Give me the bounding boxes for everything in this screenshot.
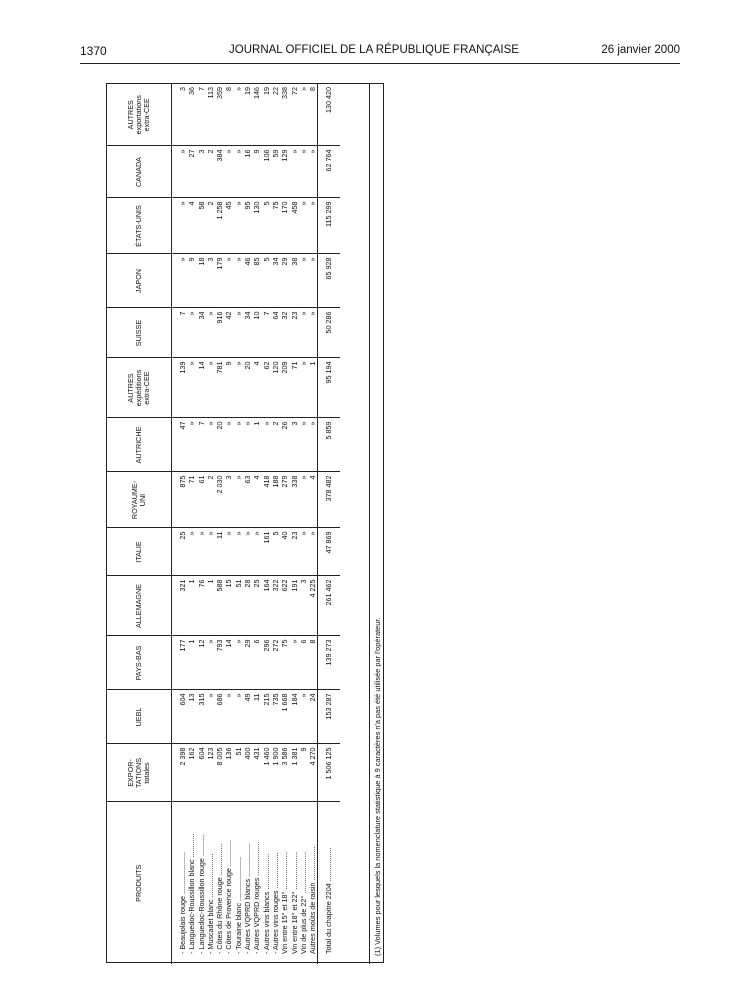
table-cell: 85 xyxy=(252,254,261,308)
table-cell: 130 xyxy=(252,198,261,254)
table-cell: » xyxy=(234,254,243,308)
table-cell: 3 xyxy=(299,576,308,636)
footnote: (1) Volumes pour lesquels la nomenclature statistique à 9 caractères n'a pas été utilisée par l'opérateur. xyxy=(369,84,385,964)
product-name: - Languedoc-Roussillon rouge ........... xyxy=(196,834,206,954)
table-cell: 1 258 xyxy=(215,198,224,254)
total-cell: 1 506 125 xyxy=(318,744,341,802)
table-cell: 19 xyxy=(262,84,271,146)
table-cell: » xyxy=(290,636,299,690)
table-cell: » xyxy=(299,472,308,528)
table-cell: 1 xyxy=(308,358,318,418)
table-cell: 19 xyxy=(243,84,252,146)
table-row xyxy=(262,84,271,964)
table-row xyxy=(290,84,299,964)
table-cell: 359 xyxy=(215,84,224,146)
table-cell: 161 xyxy=(262,528,271,576)
table-cell: 27 xyxy=(187,146,196,198)
table-cell: 11 xyxy=(252,690,261,744)
total-cell: 5 859 xyxy=(318,418,341,472)
table-cell: 71 xyxy=(290,358,299,418)
product-name: - Côtes de Provence rouge ............. xyxy=(224,840,234,954)
table-cell: 24 xyxy=(308,690,318,744)
table-cell: » xyxy=(187,528,196,576)
product-name: - Muscadet blanc ...................... xyxy=(205,853,215,954)
table-cell: 418 xyxy=(262,472,271,528)
table-cell: 15 xyxy=(224,576,233,636)
table-cell: » xyxy=(224,254,233,308)
table-cell: 4 225 xyxy=(308,576,318,636)
table-cell: 338 xyxy=(280,84,289,146)
table-cell: » xyxy=(234,146,243,198)
table-body xyxy=(172,84,341,964)
table-cell: 14 xyxy=(197,358,206,418)
table-row xyxy=(206,84,215,964)
table-row xyxy=(243,84,252,964)
table-cell: 75 xyxy=(271,198,280,254)
table-cell: 34 xyxy=(271,254,280,308)
table-cell: 1 900 xyxy=(271,744,280,802)
table-cell: » xyxy=(299,308,308,358)
table-cell: 59 xyxy=(271,146,280,198)
table-cell: 1 668 xyxy=(280,690,289,744)
total-cell: 139 273 xyxy=(318,636,341,690)
table-cell: » xyxy=(206,690,215,744)
table-cell: 22 xyxy=(271,84,280,146)
table-cell: 3 xyxy=(224,472,233,528)
table-cell: 20 xyxy=(243,358,252,418)
table-cell: 5 xyxy=(271,528,280,576)
table-cell: » xyxy=(234,636,243,690)
column-header: AUTRES exportations extra-CEE xyxy=(107,84,172,146)
table-cell: 2 xyxy=(206,146,215,198)
table-cell: 1 xyxy=(187,636,196,690)
table-cell: 916 xyxy=(215,308,224,358)
product-name: - Côtes du Rhône rouge ................ xyxy=(215,843,225,954)
table-cell: 279 xyxy=(280,472,289,528)
table-cell: » xyxy=(234,690,243,744)
column-header: AUTRES expéditions extra-CEE xyxy=(107,358,172,418)
table-cell: 5 xyxy=(262,254,271,308)
table-cell: 28 xyxy=(243,576,252,636)
table-cell: 32 xyxy=(280,308,289,358)
table-cell: 7 xyxy=(178,308,187,358)
wine-export-table xyxy=(107,84,340,964)
table-cell: 2 xyxy=(206,198,215,254)
table-cell: » xyxy=(234,418,243,472)
table-cell: 8 xyxy=(224,84,233,146)
total-cell: 378 482 xyxy=(318,472,341,528)
table-cell: 9 xyxy=(224,358,233,418)
table-cell: 34 xyxy=(243,308,252,358)
table-cell: 781 xyxy=(215,358,224,418)
table-cell: » xyxy=(299,146,308,198)
table-cell: 3 586 xyxy=(280,744,289,802)
journal-title: JOURNAL OFFICIEL DE LA RÉPUBLIQUE FRANÇAISE xyxy=(229,44,519,56)
table-row xyxy=(224,84,233,964)
table-row xyxy=(215,84,224,964)
table-header-row xyxy=(107,84,172,964)
table-cell: 2 xyxy=(271,418,280,472)
table-frame xyxy=(106,83,384,963)
table-row xyxy=(271,84,280,964)
table-cell: 25 xyxy=(252,576,261,636)
table-cell: 3 xyxy=(197,146,206,198)
table-cell: 170 xyxy=(280,198,289,254)
column-header: EXPOR- TATIONS totales xyxy=(107,744,172,802)
product-name: - Touraine blanc ...................... xyxy=(233,857,243,954)
product-name: - Autres vins rouges .................. xyxy=(270,852,280,954)
table-cell: 9 xyxy=(299,744,308,802)
table-cell: » xyxy=(308,528,318,576)
table-cell: 321 xyxy=(178,576,187,636)
table-cell: 6 xyxy=(252,636,261,690)
table-cell: 129 xyxy=(280,146,289,198)
table-cell: » xyxy=(299,254,308,308)
column-header: SUISSE xyxy=(107,308,172,358)
table-cell: 3 xyxy=(178,84,187,146)
table-cell: 4 xyxy=(187,198,196,254)
table-cell: » xyxy=(187,418,196,472)
table-cell: 1 xyxy=(252,418,261,472)
table-cell: » xyxy=(206,308,215,358)
table-cell: 20 xyxy=(215,418,224,472)
table-cell: 139 xyxy=(178,358,187,418)
column-header: AUTRICHE xyxy=(107,418,172,472)
table-cell: 11 xyxy=(215,528,224,576)
table-cell: 8 xyxy=(308,84,318,146)
table-cell: » xyxy=(206,528,215,576)
table-cell: » xyxy=(262,418,271,472)
table-cell: 1 xyxy=(206,576,215,636)
total-row xyxy=(318,84,341,964)
table-cell: 400 xyxy=(243,744,252,802)
table-cell: 23 xyxy=(290,308,299,358)
table-cell: 179 xyxy=(215,254,224,308)
table-cell: 136 xyxy=(224,744,233,802)
product-name: - Autres vins blancs .................. xyxy=(261,853,271,954)
table-cell: » xyxy=(206,418,215,472)
table-row xyxy=(280,84,289,964)
table-cell: 338 xyxy=(290,472,299,528)
table-cell: 49 xyxy=(243,690,252,744)
table-cell: 12 xyxy=(197,636,206,690)
table-cell: » xyxy=(206,636,215,690)
table-cell: 458 xyxy=(290,198,299,254)
table-cell: 184 xyxy=(290,690,299,744)
table-cell: » xyxy=(224,690,233,744)
table-cell: 40 xyxy=(280,528,289,576)
table-cell: 1 xyxy=(187,576,196,636)
column-header: PAYS-BAS xyxy=(107,636,172,690)
table-cell: » xyxy=(252,528,261,576)
table-row xyxy=(299,84,308,964)
rotated-table-area xyxy=(107,84,385,964)
table-cell: 8 005 xyxy=(215,744,224,802)
column-header: UEBL xyxy=(107,690,172,744)
table-cell: » xyxy=(308,198,318,254)
table-cell: 793 xyxy=(215,636,224,690)
table-cell: 2 030 xyxy=(215,472,224,528)
table-cell: 1 381 xyxy=(290,744,299,802)
total-cell: 130 420 xyxy=(318,84,341,146)
table-cell: » xyxy=(299,690,308,744)
total-cell: 115 299 xyxy=(318,198,341,254)
table-cell: » xyxy=(178,146,187,198)
table-cell: » xyxy=(299,198,308,254)
table-cell: 209 xyxy=(280,358,289,418)
table-cell: 25 xyxy=(178,528,187,576)
table-cell: 16 xyxy=(243,146,252,198)
table-cell: 42 xyxy=(224,308,233,358)
table-cell: 1 460 xyxy=(262,744,271,802)
table-cell: 384 xyxy=(215,146,224,198)
total-cell: 62 764 xyxy=(318,146,341,198)
table-cell: » xyxy=(234,472,243,528)
column-header: ITALIE xyxy=(107,528,172,576)
table-cell: 315 xyxy=(197,690,206,744)
table-cell: 588 xyxy=(215,576,224,636)
table-cell: 188 xyxy=(271,472,280,528)
total-cell: 95 194 xyxy=(318,358,341,418)
table-cell: 622 xyxy=(280,576,289,636)
table-cell: 4 xyxy=(252,358,261,418)
table-cell: » xyxy=(299,418,308,472)
table-cell: 6 xyxy=(299,636,308,690)
table-cell: 215 xyxy=(262,690,271,744)
table-row xyxy=(308,84,318,964)
product-name: Autres moûts de raisin ................. xyxy=(308,846,318,954)
table-cell: » xyxy=(187,358,196,418)
total-label: Total du chapitre 2204 ................. xyxy=(318,802,341,964)
column-header: CANADA xyxy=(107,146,172,198)
table-cell: 3 xyxy=(206,254,215,308)
table-cell: 191 xyxy=(290,576,299,636)
table-cell: 14 xyxy=(224,636,233,690)
table-cell: 45 xyxy=(224,198,233,254)
table-cell: 26 xyxy=(280,418,289,472)
table-cell: 71 xyxy=(187,472,196,528)
header-rule xyxy=(80,63,680,64)
table-cell: 18 xyxy=(197,254,206,308)
table-cell: » xyxy=(224,528,233,576)
table-cell: 2 xyxy=(206,472,215,528)
total-cell: 50 286 xyxy=(318,308,341,358)
table-cell: 46 xyxy=(243,254,252,308)
table-cell: 7 xyxy=(197,84,206,146)
table-cell: 13 xyxy=(187,690,196,744)
table-cell: 72 xyxy=(290,84,299,146)
table-cell: 63 xyxy=(243,472,252,528)
table-cell: 9 xyxy=(252,146,261,198)
total-cell: 65 928 xyxy=(318,254,341,308)
table-cell: » xyxy=(308,254,318,308)
table-cell: 10 xyxy=(252,308,261,358)
table-cell: » xyxy=(178,254,187,308)
column-header: PRODUITS xyxy=(107,802,172,964)
table-cell: » xyxy=(290,146,299,198)
column-header: ÉTATS-UNIS xyxy=(107,198,172,254)
table-cell: 4 270 xyxy=(308,744,318,802)
table-cell: 47 xyxy=(178,418,187,472)
table-cell: 106 xyxy=(262,146,271,198)
table-cell: 3 xyxy=(290,418,299,472)
table-cell: 4 xyxy=(308,472,318,528)
total-cell: 153 287 xyxy=(318,690,341,744)
table-row xyxy=(197,84,206,964)
table-row xyxy=(178,84,187,964)
table-cell: 686 xyxy=(215,690,224,744)
table-cell: » xyxy=(308,308,318,358)
column-header: ALLEMAGNE xyxy=(107,576,172,636)
table-cell: » xyxy=(197,528,206,576)
table-cell: 29 xyxy=(243,636,252,690)
table-cell: 296 xyxy=(262,636,271,690)
table-cell: 4 xyxy=(252,472,261,528)
table-cell: 62 xyxy=(262,358,271,418)
issue-date: 26 janvier 2000 xyxy=(601,44,680,56)
table-cell: » xyxy=(234,308,243,358)
table-cell: » xyxy=(224,146,233,198)
table-cell: » xyxy=(299,528,308,576)
product-name: - Autres VQPRD rouges ................. xyxy=(252,841,262,954)
table-row xyxy=(234,84,243,964)
table-cell: 431 xyxy=(252,744,261,802)
table-cell: 5 xyxy=(262,198,271,254)
table-cell: 123 xyxy=(206,744,215,802)
table-cell: » xyxy=(234,528,243,576)
table-row xyxy=(252,84,261,964)
table-cell: » xyxy=(234,198,243,254)
table-cell: » xyxy=(243,418,252,472)
total-cell: 261 462 xyxy=(318,576,341,636)
table-cell: 7 xyxy=(197,418,206,472)
table-cell: 120 xyxy=(271,358,280,418)
product-name: Vin de plus de 22° ..................... xyxy=(298,851,308,954)
table-cell: » xyxy=(224,418,233,472)
table-cell: » xyxy=(234,84,243,146)
table-cell: » xyxy=(308,146,318,198)
table-cell: 36 xyxy=(187,84,196,146)
table-cell: 604 xyxy=(178,690,187,744)
table-cell: 76 xyxy=(197,576,206,636)
table-cell: » xyxy=(299,358,308,418)
table-cell: » xyxy=(308,418,318,472)
table-cell: 272 xyxy=(271,636,280,690)
table-cell: 162 xyxy=(187,744,196,802)
table-cell: 95 xyxy=(243,198,252,254)
table-cell: 51 xyxy=(234,744,243,802)
table-cell: 164 xyxy=(262,576,271,636)
product-name: Vin entre 18° et 22° ................... xyxy=(289,851,299,954)
table-cell: 113 xyxy=(206,84,215,146)
product-name: - Autres VQPRD blancs ................. xyxy=(243,842,253,954)
table-cell: 38 xyxy=(290,254,299,308)
table-cell: 8 xyxy=(308,636,318,690)
table-cell: » xyxy=(243,528,252,576)
table-cell: 64 xyxy=(271,308,280,358)
column-header: JAPON xyxy=(107,254,172,308)
table-cell: 23 xyxy=(290,528,299,576)
product-name: - Beaujolais rouge ..................... xyxy=(178,852,187,954)
column-header: ROYAUME- UNI xyxy=(107,472,172,528)
table-cell: 58 xyxy=(197,198,206,254)
table-cell: 146 xyxy=(252,84,261,146)
table-cell: 735 xyxy=(271,690,280,744)
table-cell: 9 xyxy=(187,254,196,308)
table-cell: » xyxy=(206,358,215,418)
table-cell: 604 xyxy=(197,744,206,802)
table-cell: 177 xyxy=(178,636,187,690)
table-cell: 7 xyxy=(262,308,271,358)
table-cell: 29 xyxy=(280,254,289,308)
table-cell: 75 xyxy=(280,636,289,690)
table-cell: 61 xyxy=(197,472,206,528)
table-cell: » xyxy=(187,308,196,358)
table-cell: 2 398 xyxy=(178,744,187,802)
table-cell: » xyxy=(178,198,187,254)
table-cell: 322 xyxy=(271,576,280,636)
table-cell: » xyxy=(299,84,308,146)
table-cell: 875 xyxy=(178,472,187,528)
table-cell: 51 xyxy=(234,576,243,636)
table-cell: 34 xyxy=(197,308,206,358)
product-name: Vin entre 15° et 18° ................... xyxy=(280,851,290,954)
page-number: 1370 xyxy=(80,44,107,58)
total-cell: 47 869 xyxy=(318,528,341,576)
table-row xyxy=(187,84,196,964)
table-cell: » xyxy=(234,358,243,418)
product-name: - Languedoc-Roussillon blanc ............ xyxy=(187,833,197,954)
